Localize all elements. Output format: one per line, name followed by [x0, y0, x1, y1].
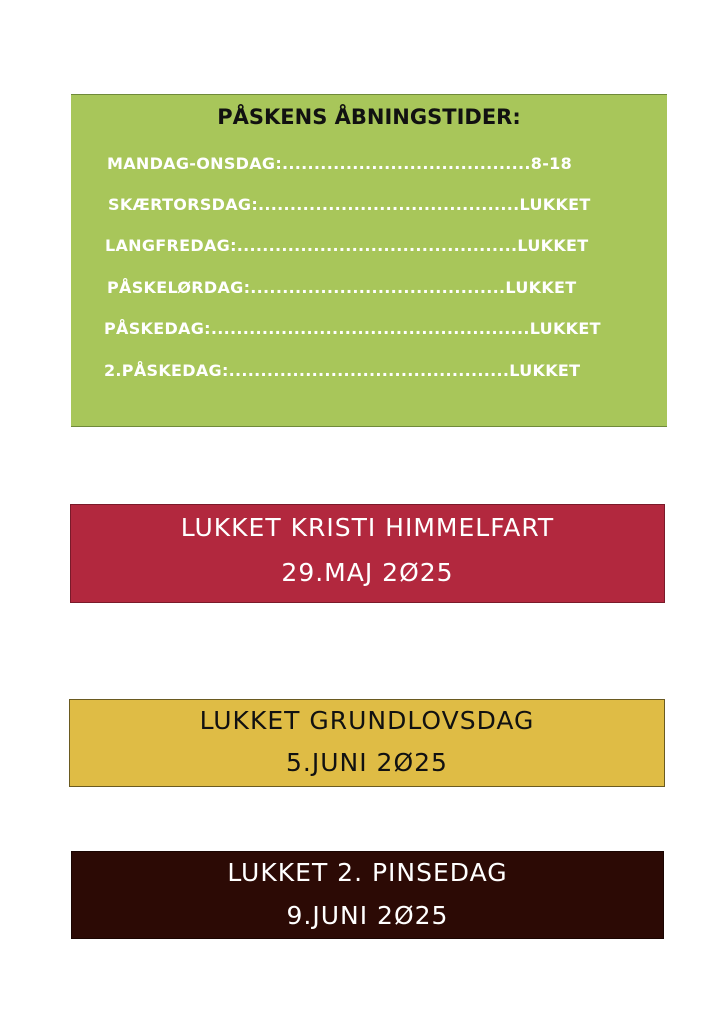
banner-grundlovsdag-title: LUKKET GRUNDLOVSDAG — [199, 706, 535, 735]
hours-row-2-paaskedag: 2.PÅSKEDAG:............................................LUKKET — [104, 361, 581, 380]
hours-row-skaertorsdag: SKÆRTORSDAG:.........................................LUKKET — [108, 195, 591, 214]
hours-row-mandag-onsdag: MANDAG-ONSDAG:.......................................8-18 — [107, 154, 573, 173]
banner-kristi-himmelfart-date: 29.MAJ 2Ø25 — [281, 558, 454, 587]
hours-row-paaskeloerdag: PÅSKELØRDAG:........................................LUKKET — [107, 278, 577, 297]
banner-grundlovsdag-date: 5.JUNI 2Ø25 — [286, 748, 448, 777]
banner-2-pinsedag — [71, 851, 664, 939]
banner-kristi-himmelfart — [70, 504, 665, 603]
easter-hours-title: PÅSKENS ÅBNINGSTIDER: — [217, 105, 521, 129]
banner-kristi-himmelfart-title: LUKKET KRISTI HIMMELFART — [180, 513, 555, 542]
banner-2-pinsedag-title: LUKKET 2. PINSEDAG — [227, 858, 508, 887]
banner-2-pinsedag-date: 9.JUNI 2Ø25 — [286, 901, 449, 930]
hours-row-langfredag: LANGFREDAG:............................................LUKKET — [105, 236, 589, 255]
hours-row-paaskedag: PÅSKEDAG:..................................................LUKKET — [104, 319, 601, 338]
banner-grundlovsdag — [69, 699, 665, 787]
easter-hours-box — [71, 94, 667, 427]
